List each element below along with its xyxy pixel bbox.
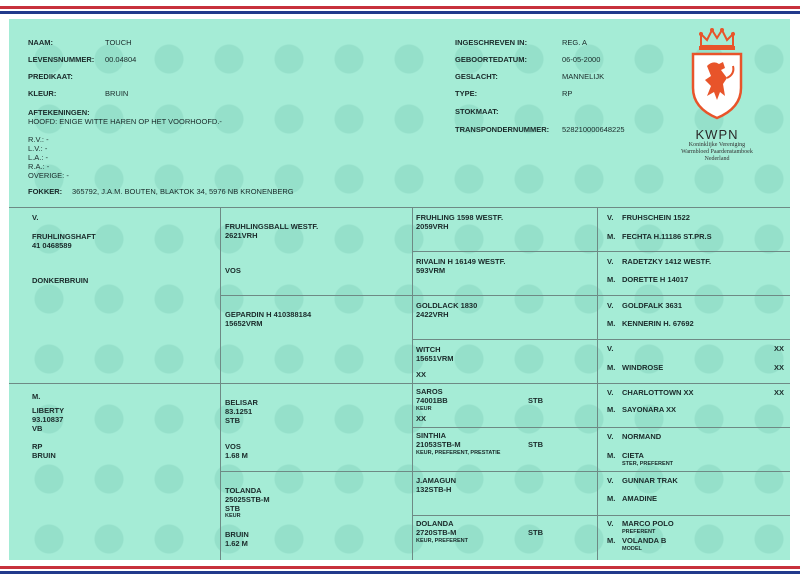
g4-m-label: M. [607,363,616,372]
logo-line3: Nederland [704,156,730,162]
g4-v-label: V. [607,257,614,266]
g2-num: 2621VRH [225,231,258,240]
overige-text: OVERIGE: - [28,171,69,180]
dam-m: M. [32,392,41,401]
bottom-stripe-blue [0,571,800,574]
g4-m-name: DORETTE H 14017 [622,275,689,284]
g4-v-label: V. [607,213,614,222]
g4-m-pred: MODEL [622,546,642,552]
g3-num: 2422VRH [416,310,449,319]
g2-height: 1.62 M [225,539,248,548]
g4-m-label: M. [607,494,616,503]
g3-pred: KEUR, PREFERENT [416,538,468,544]
type-label: TYPE: [455,89,478,98]
geslacht-label: GESLACHT: [455,72,498,81]
dam-pred: VB [32,424,43,433]
grid-mid-line [9,383,790,384]
fokker-value: 365792, J.A.M. BOUTEN, BLAKTOK 34, 5976 NB KRONENBERG [72,187,294,196]
g3-name: DOLANDA [416,519,454,528]
predikaat-label: PREDIKAAT: [28,72,73,81]
crowned-lion-emblem-icon [687,26,747,122]
grid-col3-line [597,207,598,560]
grid-top-line [9,207,790,208]
g2-pred: STB [225,416,240,425]
rv-text: R.V.: - [28,135,49,144]
geboortedatum-label: GEBOORTEDATUM: [455,55,527,64]
g4-v-name: NORMAND [622,432,662,441]
sire-name: FRUHLINGSHAFT [32,232,96,241]
g4-v-xx: XX [774,388,785,397]
grid-col1-line [220,207,221,560]
g3-name: WITCH [416,345,441,354]
dam-name: LIBERTY [32,406,65,415]
sire-num: 41 0468589 [32,241,72,250]
g3-extra: XX [416,414,427,423]
g4-v-label: V. [607,301,614,310]
g2-pred: STB [225,504,240,513]
g4-v-name: FRUHSCHEIN 1522 [622,213,690,222]
g4-m-name: VOLANDA B [622,536,667,545]
top-stripe-red [0,6,800,9]
g2-extra: VOS [225,266,241,275]
g4-v-pred: PREFERENT [622,529,656,535]
g3-stb: STB [528,528,543,537]
g4-m-name: WINDROSE [622,363,664,372]
lv-text: L.V.: - [28,144,48,153]
g4-m-xx: XX [774,363,785,372]
levensnummer-label: LEVENSNUMMER: [28,55,95,64]
kwpn-logo [662,26,772,163]
g4-v-label: V. [607,476,614,485]
g3-num: 2059VRH [416,222,449,231]
g3-name: RIVALIN H 16149 WESTF. [416,257,506,266]
logo-name: KWPN [695,127,739,142]
geslacht-value: MANNELIJK [562,72,605,81]
g4-v-name: MARCO POLO [622,519,674,528]
g3-num: 21053STB-M [416,440,461,449]
grid-g3-line-1 [412,251,790,252]
g2-name: GEPARDIN H 410388184 [225,310,312,319]
g3-num: 2720STB-M [416,528,457,537]
grid-g3-line-4 [412,515,790,516]
sire-v: V. [32,213,39,222]
g3-name: SINTHIA [416,431,446,440]
grid-g2-line-2 [220,471,790,472]
g3-name: J.AMAGUN [416,476,457,485]
kleur-value: BRUIN [105,89,129,98]
fokker-label: FOKKER: [28,187,63,196]
transponder-label: TRANSPONDERNUMMER: [455,125,550,134]
g3-num: 15651VRM [416,354,454,363]
top-stripe-blue [0,11,800,14]
naam-value: TOUCH [105,38,132,47]
ingeschreven-value: REG. A [562,38,588,47]
g4-m-label: M. [607,275,616,284]
g4-v-name: CHARLOTTOWN XX [622,388,694,397]
g3-extra: XX [416,370,427,379]
g4-m-label: M. [607,405,616,414]
g3-name: FRUHLING 1598 WESTF. [416,213,504,222]
levensnummer-value: 00.04804 [105,55,137,64]
g2-height: 1.68 M [225,451,248,460]
g4-m-name: FECHTA H.11186 ST.PR.S [622,232,712,241]
g2-num: 15652VRM [225,319,263,328]
g3-stb: STB [528,396,543,405]
g4-v-name: RADETZKY 1412 WESTF. [622,257,712,266]
naam-label: NAAM: [28,38,53,47]
g2-extra: BRUIN [225,530,249,539]
g4-m-name: CIETA [622,451,644,460]
logo-line1: Koninklijke Vereniging [688,142,746,148]
g4-m-label: M. [607,319,616,328]
sire-color: DONKERBRUIN [32,276,89,285]
g3-stb: STB [528,440,543,449]
g3-name: SAROS [416,387,443,396]
kleur-label: KLEUR: [28,89,57,98]
g4-m-pred: STER, PREFERENT [622,461,674,467]
aftekeningen-label: AFTEKENINGEN: [28,108,90,117]
g4-v-label: V. [607,519,614,528]
bottom-stripe-red [0,566,800,569]
dam-type: RP [32,442,43,451]
geboortedatum-value: 06-05-2000 [562,55,601,64]
dam-num: 93.10837 [32,415,64,424]
dam-color: BRUIN [32,451,56,460]
ra-text: R.A.: - [28,162,50,171]
g4-m-label: M. [607,232,616,241]
g4-v-label: V. [607,388,614,397]
g4-v-label: V. [607,432,614,441]
stokmaat-label: STOKMAAT: [455,107,499,116]
transponder-value: 528210000648225 [562,125,625,134]
g4-m-label: M. [607,451,616,460]
type-value: RP [562,89,573,98]
hoofd-text: HOOFD: ENIGE WITTE HAREN OP HET VOORHOOFD.- [28,117,222,126]
g3-num: 132STB-H [416,485,452,494]
g2-name: TOLANDA [225,486,262,495]
g4-m-name: KENNERIN H. 67692 [622,319,694,328]
logo-line2: Warmbloed Paardenstamboek [681,149,753,155]
g2-num: 25025STB-M [225,495,270,504]
g4-v-name: GOLDFALK 3631 [622,301,683,310]
g3-name: GOLDLACK 1830 [416,301,478,310]
ingeschreven-label: INGESCHREVEN IN: [455,38,528,47]
g4-v-label: V. [607,344,614,353]
g3-num: 593VRM [416,266,446,275]
g4-m-label: M. [607,536,616,545]
g2-name: BELISAR [225,398,258,407]
g3-pred: KEUR, PREFERENT, PRESTATIE [416,450,501,456]
grid-g2-line-1 [220,295,790,296]
g2-name: FRUHLINGSBALL WESTF. [225,222,319,231]
grid-g3-line-2 [412,339,790,340]
g2-extra: VOS [225,442,241,451]
la-text: L.A.: - [28,153,49,162]
g4-v-xx: XX [774,344,785,353]
g2-num: 83.1251 [225,407,253,416]
g4-m-name: SAYONARA XX [622,405,677,414]
g3-num: 74001BB [416,396,448,405]
g3-pred: KEUR [416,406,432,412]
grid-col2-line [412,207,413,560]
grid-g3-line-3 [412,427,790,428]
g4-m-name: AMADINE [622,494,657,503]
g4-v-name: GUNNAR TRAK [622,476,678,485]
g2-pred2: KEUR [225,513,241,519]
